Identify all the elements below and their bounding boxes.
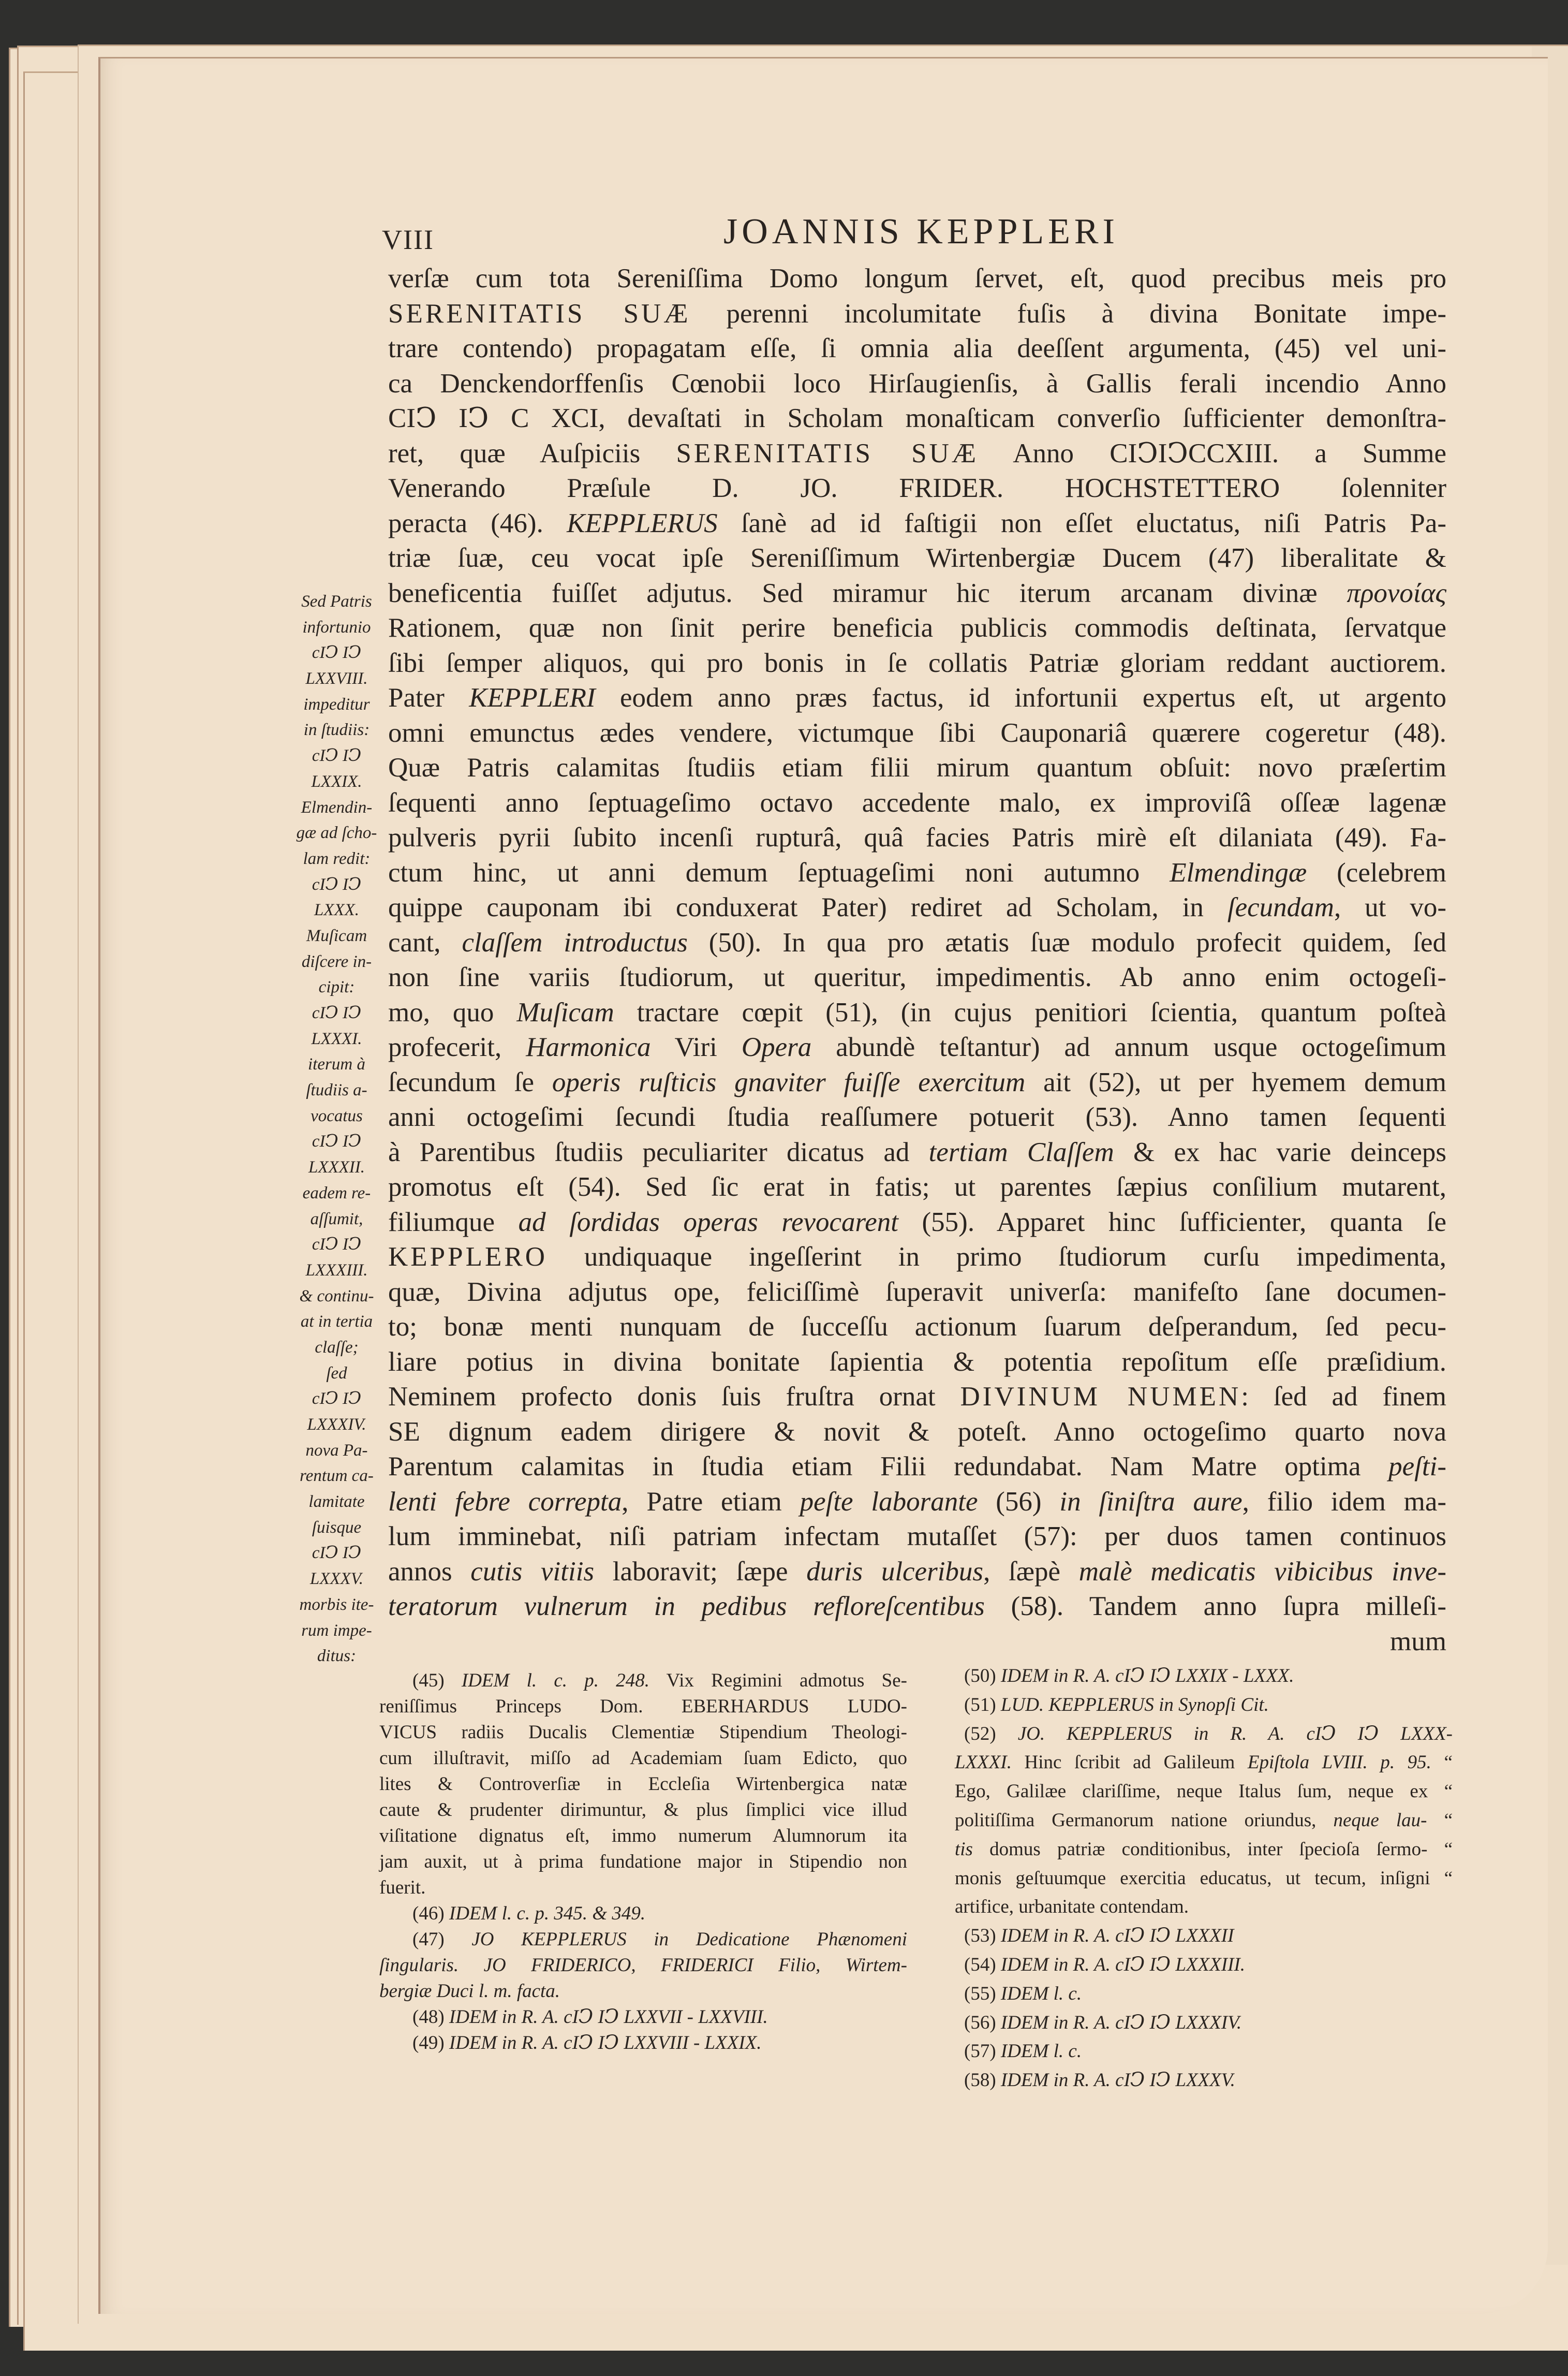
margin-note-line: LXXIX. [311,772,362,791]
margin-note-line: in ſtudiis: [303,721,370,740]
footnote-line [955,1691,1453,1720]
italic-text: IDEM in R. A. cIↃ IↃ LXXXII [1000,1925,1234,1947]
margin-note-line: ſed [326,1363,347,1383]
footnote-line [379,1927,907,1953]
footnote-line [379,2030,907,2056]
italic-text: Epiſtola LVIII. p. 95. [1247,1752,1431,1773]
text-line [388,611,1446,646]
text-run: Anno CIↃIↃCCXIII. a Summe [979,438,1446,468]
italic-text: operis ruſticis gnaviter fuiſſe exercitum [552,1067,1026,1097]
footnote-line [955,2066,1453,2095]
margin-note-line: cIↃ IↃ [312,1544,362,1563]
margin-note-line: morbis ite- [299,1595,374,1614]
text-line [388,297,1446,332]
footnotes-right-column [955,1662,1453,2095]
italic-text: IDEM in R. A. cIↃ IↃ LXXXIII. [1000,1954,1245,1975]
text-run: jam auxit, ut à prima fundatione major in Stipendio non [379,1851,907,1872]
italic-text: teratorum vulnerum in pedibus refloreſcentibus [388,1591,985,1621]
text-line [388,1415,1446,1450]
text-run: Hinc ſcribit ad Galileum [1011,1752,1248,1773]
italic-text: bergiæ Duci l. m. facta. [379,1981,560,2002]
text-run: CIↃ IↃ C XCI, devaſtati in Scholam monaſticam converſio ſufficienter demonſtra- [388,403,1446,433]
footnote-line [955,1662,1453,1691]
text-line [388,926,1446,961]
italic-text: JO. KEPPLERUS in R. A. cIↃ IↃ LXXX- [1017,1723,1453,1744]
margin-note-line: Elmendin- [301,798,373,817]
margin-note-line: lam redit: [303,849,371,868]
italic-text: IDEM l. c. [1000,2041,1082,2062]
text-run: domus patriæ conditionibus, inter ſpecioſa ſermo- “ [972,1838,1453,1860]
text-line [388,1589,1446,1624]
text-line [388,401,1446,436]
text-run: DIVINUM NUMEN [960,1382,1241,1412]
text-line [388,541,1446,576]
margin-note-line: claſſe; [315,1338,359,1357]
italic-text: LXXXI. [955,1752,1012,1773]
margin-note-line: lamitate [308,1492,365,1512]
italic-text: Elmendingæ [1170,857,1307,888]
text-run: annos [388,1556,471,1587]
text-run: quæ, Divina adjutus ope, feliciſſimè ſuperavit univerſa: manifeſto ſane documen- [388,1277,1446,1307]
text-line [388,646,1446,681]
margin-note-line: LXXXV. [310,1570,363,1589]
margin-note-line: LXXXI. [311,1029,362,1048]
italic-text: IDEM in R. A. cIↃ IↃ LXXIX - LXXX. [1000,1665,1294,1686]
text-run: ait (52), ut per hyemem demum [1025,1067,1446,1097]
text-run: SE dignum eadem dirigere & novit & poteſt. Anno octogeſimo quarto nova [388,1416,1446,1447]
italic-text: peſte laborante [800,1486,978,1517]
text-run: (50). In qua pro ætatis ſuæ modulo profecit quidem, ſed [687,927,1447,958]
italic-text: tis [955,1838,973,1860]
italic-text: in ſiniſtra aure [1059,1486,1242,1517]
text-run: filiumque [388,1207,519,1237]
italic-text: tertiam Claſſem [928,1137,1114,1167]
text-run: eodem anno præs factus, id infortunii expertus eſt, ut argento [595,683,1446,713]
text-run: tractare cœpit (51), (in cujus penitiori ſcientia, quantum poſteà [614,997,1446,1028]
footnote-line [955,1748,1453,1777]
italic-text: claſſem introductus [462,927,688,958]
text-line [388,1485,1446,1520]
text-run: fuerit. [379,1877,426,1898]
text-run: (52) [964,1723,1018,1744]
text-run: perenni incolumitate fuſis à divina Bonitate impe- [690,298,1446,329]
text-line [388,1100,1446,1135]
text-run: lites & Controverſiæ in Eccleſia Wirtenbergica natæ [379,1773,907,1795]
text-line [388,681,1446,716]
text-run: ctum hinc, ut anni demum ſeptuageſimi noni autumno [388,857,1170,888]
text-run: (55). Apparet hinc ſufficienter, quanta ſe [898,1207,1446,1237]
footnotes-left-column [379,1668,907,2056]
footnote-line [955,1720,1453,1749]
text-run: Quæ Patris calamitas ſtudiis etiam filii mirum quantum obſuit: novo præſertim [388,753,1446,783]
text-run: caute & prudenter dirimuntur, & plus ſimplici vice illud [379,1799,907,1821]
text-run: viſitatione dignatus eſt, immo numerum Alumnorum ita [379,1825,907,1846]
footnote-line [379,1823,907,1849]
text-line [388,716,1446,751]
margin-note-line: cIↃ IↃ [312,1004,362,1022]
margin-note-line: & continu- [299,1286,374,1306]
margin-note-line: ſuisque [312,1518,362,1537]
margin-note-line: LXXVIII. [305,669,368,688]
text-run: liare potius in divina bonitate ſapientia & potentia repoſitum eſſe præſidium. [388,1346,1446,1377]
text-run: (57) [964,2041,1001,2062]
text-run: cant, [388,927,462,958]
text-run: ca Denckendorffenſis Cœnobii loco Hirſaugienſis, à Gallis ferali incendio Anno [388,368,1446,399]
text-run: , ſæpè [983,1556,1079,1587]
margin-note-line: ſtudiis a- [306,1081,367,1100]
text-line [388,1240,1446,1275]
margin-note-line: cIↃ IↃ [312,643,362,663]
text-line [388,1205,1446,1240]
text-line [388,1554,1446,1590]
text-line [388,820,1446,856]
text-run: non ſine variis ſtudiorum, ut queritur, impedimentis. Ab anno enim octogeſi- [388,962,1446,992]
text-run: , Patre etiam [622,1486,800,1517]
margin-note-line: gæ ad ſcho- [296,824,377,843]
text-run: SERENITATIS SUÆ [388,298,691,329]
margin-note-line: rum impe- [301,1621,372,1640]
text-run: ſequenti anno ſeptuageſimo octavo accedente malo, ex improviſâ oſſeæ lagenæ [388,787,1446,818]
margin-note-line: LXXX. [314,901,360,920]
italic-text: lenti febre correpta [388,1486,622,1517]
running-head: JOANNIS KEPPLERI [723,212,1119,252]
text-run: undiquaque ingeſſerint in primo ſtudiorum curſu impedimenta, [547,1242,1446,1272]
footnote-line [379,1953,907,1978]
footnote-line [955,1950,1453,1979]
text-run: artifice, urbanitate contendam. [955,1896,1189,1918]
footnote-line [379,1901,907,1927]
text-run: profecerit, [388,1032,526,1062]
text-run: , ut vo- [1334,892,1446,922]
text-line [388,471,1446,506]
text-run: (56) [978,1486,1060,1517]
text-run: peracta (46). [388,508,567,538]
footnote-line [379,1694,907,1720]
footnote-line [379,1771,907,1797]
text-line [388,960,1446,995]
page-number: VIII [382,224,434,255]
text-line [388,1345,1446,1380]
text-run: Viri [650,1032,742,1062]
text-run: (48) [412,2006,449,2028]
text-run: trare contendo) propagatam eſſe, ſi omnia alia deeſſent argumenta, (45) vel uni- [388,333,1446,363]
text-line [388,1065,1446,1101]
text-run: lum imminebat, niſi patriam infectam mutaſſet (57): per duos tamen continuos [388,1521,1446,1551]
italic-text: Muſicam [516,997,614,1028]
text-run: (celebrem [1307,857,1446,888]
footnote-line [955,1979,1453,2008]
text-run: omni emunctus ædes vendere, victumque ſibi Cauponariâ quærere cogeretur (48). [388,717,1446,748]
text-line [388,366,1446,402]
text-run: laboravit; ſæpe [594,1556,807,1587]
margin-note-line: impeditur [303,695,370,714]
margin-note-line: cIↃ IↃ [312,875,362,894]
text-run: “ [1431,1752,1453,1773]
text-run: (47) [412,1929,472,1950]
italic-text: Opera [741,1032,812,1062]
italic-text: KEPPLERUS [567,508,718,538]
margin-note-line: cipit: [318,978,355,997]
italic-text: peſti- [1388,1451,1446,1482]
text-run: KEPPLERO [388,1242,548,1272]
italic-text: προνοίας [1347,578,1446,608]
text-run: : ſed ad finem [1241,1382,1446,1412]
margin-note-line: rentum ca- [300,1466,374,1486]
italic-text: IDEM in R. A. cIↃ IↃ LXXVIII - LXXIX. [449,2032,762,2054]
text-line [388,856,1446,891]
text-run: & ex hac varie deinceps [1114,1137,1446,1167]
text-run: Parentum calamitas in ſtudia etiam Filii redundabat. Nam Matre optima [388,1451,1389,1482]
footnote-line [955,1806,1453,1835]
margin-note-line: infortunio [302,618,371,637]
text-line [388,1135,1446,1170]
text-line [388,1310,1446,1345]
footnote-line [379,1720,907,1746]
footnote-line [955,2037,1453,2066]
text-line [388,1030,1446,1065]
text-run: (56) [964,2012,1001,2033]
footnote-line [379,1875,907,1901]
text-line [388,331,1446,366]
main-text [388,261,1446,1659]
text-line [388,1170,1446,1205]
margin-note-line: aſſumit, [310,1209,363,1228]
text-run: Neminem profecto donis ſuis fruſtra ornat [388,1382,960,1412]
footnote-line [379,1797,907,1823]
margin-note-line: cIↃ IↃ [312,1389,362,1409]
text-line [388,1275,1446,1310]
italic-text: IDEM l. c. p. 248. [461,1670,650,1691]
text-line [388,506,1446,541]
text-run: (54) [964,1954,1001,1975]
margin-note-line: diſcere in- [301,952,372,971]
text-run: Rationem, quæ non ſinit perire beneficia publicis commodis deſtinata, ſervatque [388,613,1446,643]
margin-note-line: cIↃ IↃ [312,746,362,766]
margin-note-line: at in tertia [300,1312,373,1331]
text-run: pulveris pyrii ſubito incenſi rupturâ, quâ facies Patris mirè eſt dilaniata (49). Fa- [388,823,1446,853]
italic-text: LUD. KEPPLERUS in Synopſi Cit. [1000,1694,1269,1715]
text-line [388,751,1446,786]
italic-text: ſingularis. JO FRIDERICO, FRIDERICI Filio, Wirtem- [379,1955,907,1976]
footnote-line [955,1922,1453,1950]
text-run: ſanè ad id faſtigii non eſſet eluctatus, niſi Patris Pa- [717,508,1446,538]
margin-note-line: cIↃ IↃ [312,1132,362,1151]
text-run: “ [1427,1809,1453,1831]
text-run: ſibi ſemper aliquos, qui pro bonis in ſe collatis Patriæ gloriam reddant auctiorem. [388,648,1446,678]
text-run: (53) [964,1925,1001,1947]
text-run: (49) [412,2032,449,2054]
footnote-line [955,1893,1453,1922]
text-run: ſecundum ſe [388,1067,552,1097]
italic-text: malè medicatis vibicibus inve- [1078,1556,1447,1587]
text-run: beneficentia fuiſſet adjutus. Sed miramur hic iterum arcanam divinæ [388,578,1347,608]
italic-text: IDEM l. c. p. 345. & 349. [449,1903,646,1924]
footnote-line [955,1864,1453,1893]
text-run: triæ ſuæ, ceu vocat ipſe Sereniſſimum Wirtenbergiæ Ducem (47) liberalitate & [388,543,1446,573]
text-line [388,995,1446,1031]
margin-note-line: LXXXIV. [307,1415,366,1434]
footnote-line [379,1849,907,1875]
margin-note-line: nova Pa- [305,1441,368,1460]
text-run: anni octogeſimi ſecundi ſtudia reaſſumere potuerit (53). Anno tamen ſequenti [388,1102,1446,1132]
text-run: SERENITATIS SUÆ [676,438,979,468]
footnote-line [379,1746,907,1771]
text-line [388,576,1446,611]
italic-text: ſecundam [1227,892,1334,922]
text-run: , filio idem ma- [1242,1486,1446,1517]
text-run: Pater [388,683,469,713]
italic-text: IDEM l. c. [1000,1983,1082,2004]
text-run: abundè teſtantur) ad annum usque octogeſimum [811,1032,1446,1062]
text-run: politiſſima Germanorum natione oriundus, [955,1809,1334,1831]
text-run: VICUS radiis Ducalis Clementiæ Stipendium Theologi- [379,1722,907,1743]
text-run: monis geſtuumque exercitia educatus, ut tecum, inſigni “ [955,1867,1453,1889]
text-run: (58). Tandem anno ſupra milleſi- [984,1591,1447,1621]
text-run: (45) [412,1670,462,1691]
italic-text: Harmonica [526,1032,651,1062]
text-run: ret, quæ Auſpiciis [388,438,676,468]
text-line [388,436,1446,472]
italic-text: ad ſordidas operas revocarent [518,1207,898,1237]
text-run: mum [1390,1626,1446,1656]
footnote-line [955,1777,1453,1806]
margin-note-line: cIↃ IↃ [312,1235,362,1254]
italic-text: neque lau- [1333,1809,1427,1831]
text-run: (58) [964,2070,1001,2091]
margin-note-line: vocatus [310,1106,363,1125]
text-run: Vix Regimini admotus Se- [649,1670,907,1691]
text-run: promotus eſt (54). Sed ſic erat in fatis; ut parentes ſæpius conſilium mutarent, [388,1172,1446,1202]
margin-note-line: Muſicam [306,926,367,945]
margin-note-line: LXXXII. [308,1158,365,1177]
text-line [388,1519,1446,1554]
margin-note-line: ditus: [317,1647,357,1666]
text-line [388,890,1446,926]
text-run: quippe cauponam ibi conduxerat Pater) rediret ad Scholam, in [388,892,1227,922]
text-line [388,1449,1446,1485]
text-line [388,1380,1446,1415]
footnote-line [379,1978,907,2004]
text-run: to; bonæ menti nunquam de ſucceſſu actionum ſuarum deſperandum, ſed pecu- [388,1312,1446,1342]
text-line [388,786,1446,821]
italic-text: cutis vitiis [470,1556,595,1587]
italic-text: KEPPLERI [469,683,596,713]
italic-text: duris ulceribus [806,1556,984,1587]
italic-text: IDEM in R. A. cIↃ IↃ LXXXV. [1000,2070,1235,2091]
footnote-line [955,1835,1453,1864]
text-run: (50) [964,1665,1001,1686]
italic-text: IDEM in R. A. cIↃ IↃ LXXVII - LXXVIII. [449,2006,768,2028]
margin-note-line: iterum à [308,1055,365,1074]
text-run: cum illuſtravit, miſſo ad Academiam ſuam Edicto, quo [379,1748,907,1769]
text-run: (55) [964,1983,1001,2004]
margin-note-line: eadem re- [302,1183,371,1202]
footnote-line [379,2004,907,2030]
margin-note-line: Sed Patris [301,592,372,611]
text-run: verſæ cum tota Sereniſſima Domo longum ſervet, eſt, quod precibus meis pro [388,263,1446,294]
text-run: mo, quo [388,997,517,1028]
text-run: reniſſimus Princeps Dom. EBERHARDUS LUDO- [379,1696,907,1717]
footnote-line [379,1668,907,1694]
margin-notes [284,589,390,1669]
text-line [388,261,1446,297]
text-run: (46) [412,1903,449,1924]
margin-note-line: LXXXIII. [305,1260,368,1280]
footnote-line [955,2008,1453,2037]
italic-text: IDEM in R. A. cIↃ IↃ LXXXIV. [1000,2012,1242,2033]
text-run: Venerando Præſule D. JO. FRIDER. HOCHSTETTERO ſolenniter [388,473,1446,503]
text-line [388,1624,1446,1660]
text-run: à Parentibus ſtudiis peculiariter dicatus ad [388,1137,929,1167]
italic-text: JO KEPPLERUS in Dedicatione Phænomeni [471,1929,907,1950]
text-run: (51) [964,1694,1001,1715]
text-run: Ego, Galilæe clariſſime, neque Italus ſum, neque ex “ [955,1781,1453,1802]
